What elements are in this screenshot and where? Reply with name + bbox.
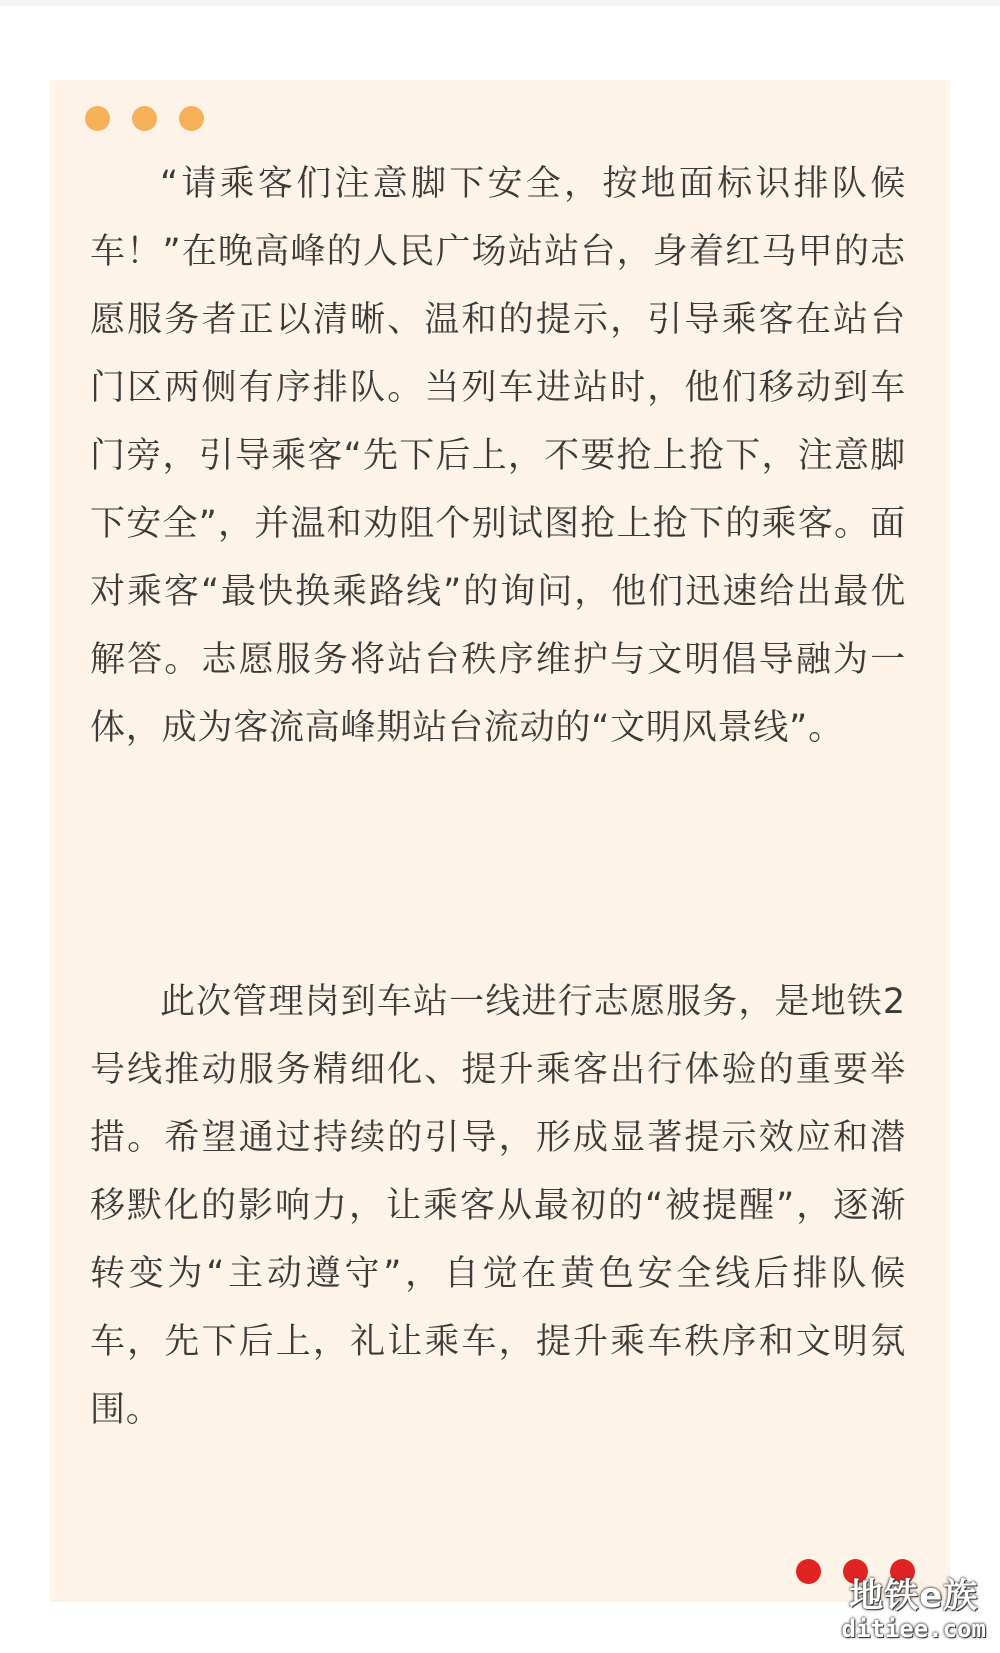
article-card xyxy=(50,80,950,1602)
watermark-name: 地铁e族 xyxy=(849,1576,979,1616)
orange-dot-icon xyxy=(85,106,110,131)
red-dot-icon xyxy=(796,1559,821,1584)
top-divider xyxy=(0,0,1000,6)
watermark-domain: ditiee.com xyxy=(841,1615,986,1643)
top-decoration-dots xyxy=(85,106,204,131)
orange-dot-icon xyxy=(132,106,157,131)
article-paragraph-2: 此次管理岗到车站一线进行志愿服务，是地铁2号线推动服务精细化、提升乘客出行体验的重要举措。希望通过持续的引导，形成显著提示效应和潜移默化的影响力，让乘客从最初的“被提醒”，逐渐转变为“主动遵守”，自觉在黄色安全线后排队候车，先下后上，礼让乘车，提升乘车秩序和文明氛围。 xyxy=(90,982,906,1430)
orange-dot-icon xyxy=(179,106,204,131)
site-watermark xyxy=(841,1576,987,1643)
article-paragraph-1: “请乘客们注意脚下安全，按地面标识排队候车！”在晚高峰的人民广场站站台，身着红马甲的志愿服务者正以清晰、温和的提示，引导乘客在站台门区两侧有序排队。当列车进站时，他们移动到车门旁，引导乘客“先下后上，不要抢上抢下，注意脚下安全”，并温和劝阻个别试图抢上抢下的乘客。面对乘客“最快换乘路线”的询问，他们迅速给出最优解答。志愿服务将站台秩序维护与文明倡导融为一体，成为客流高峰期站台流动的“文明风景线”。 xyxy=(90,164,906,748)
